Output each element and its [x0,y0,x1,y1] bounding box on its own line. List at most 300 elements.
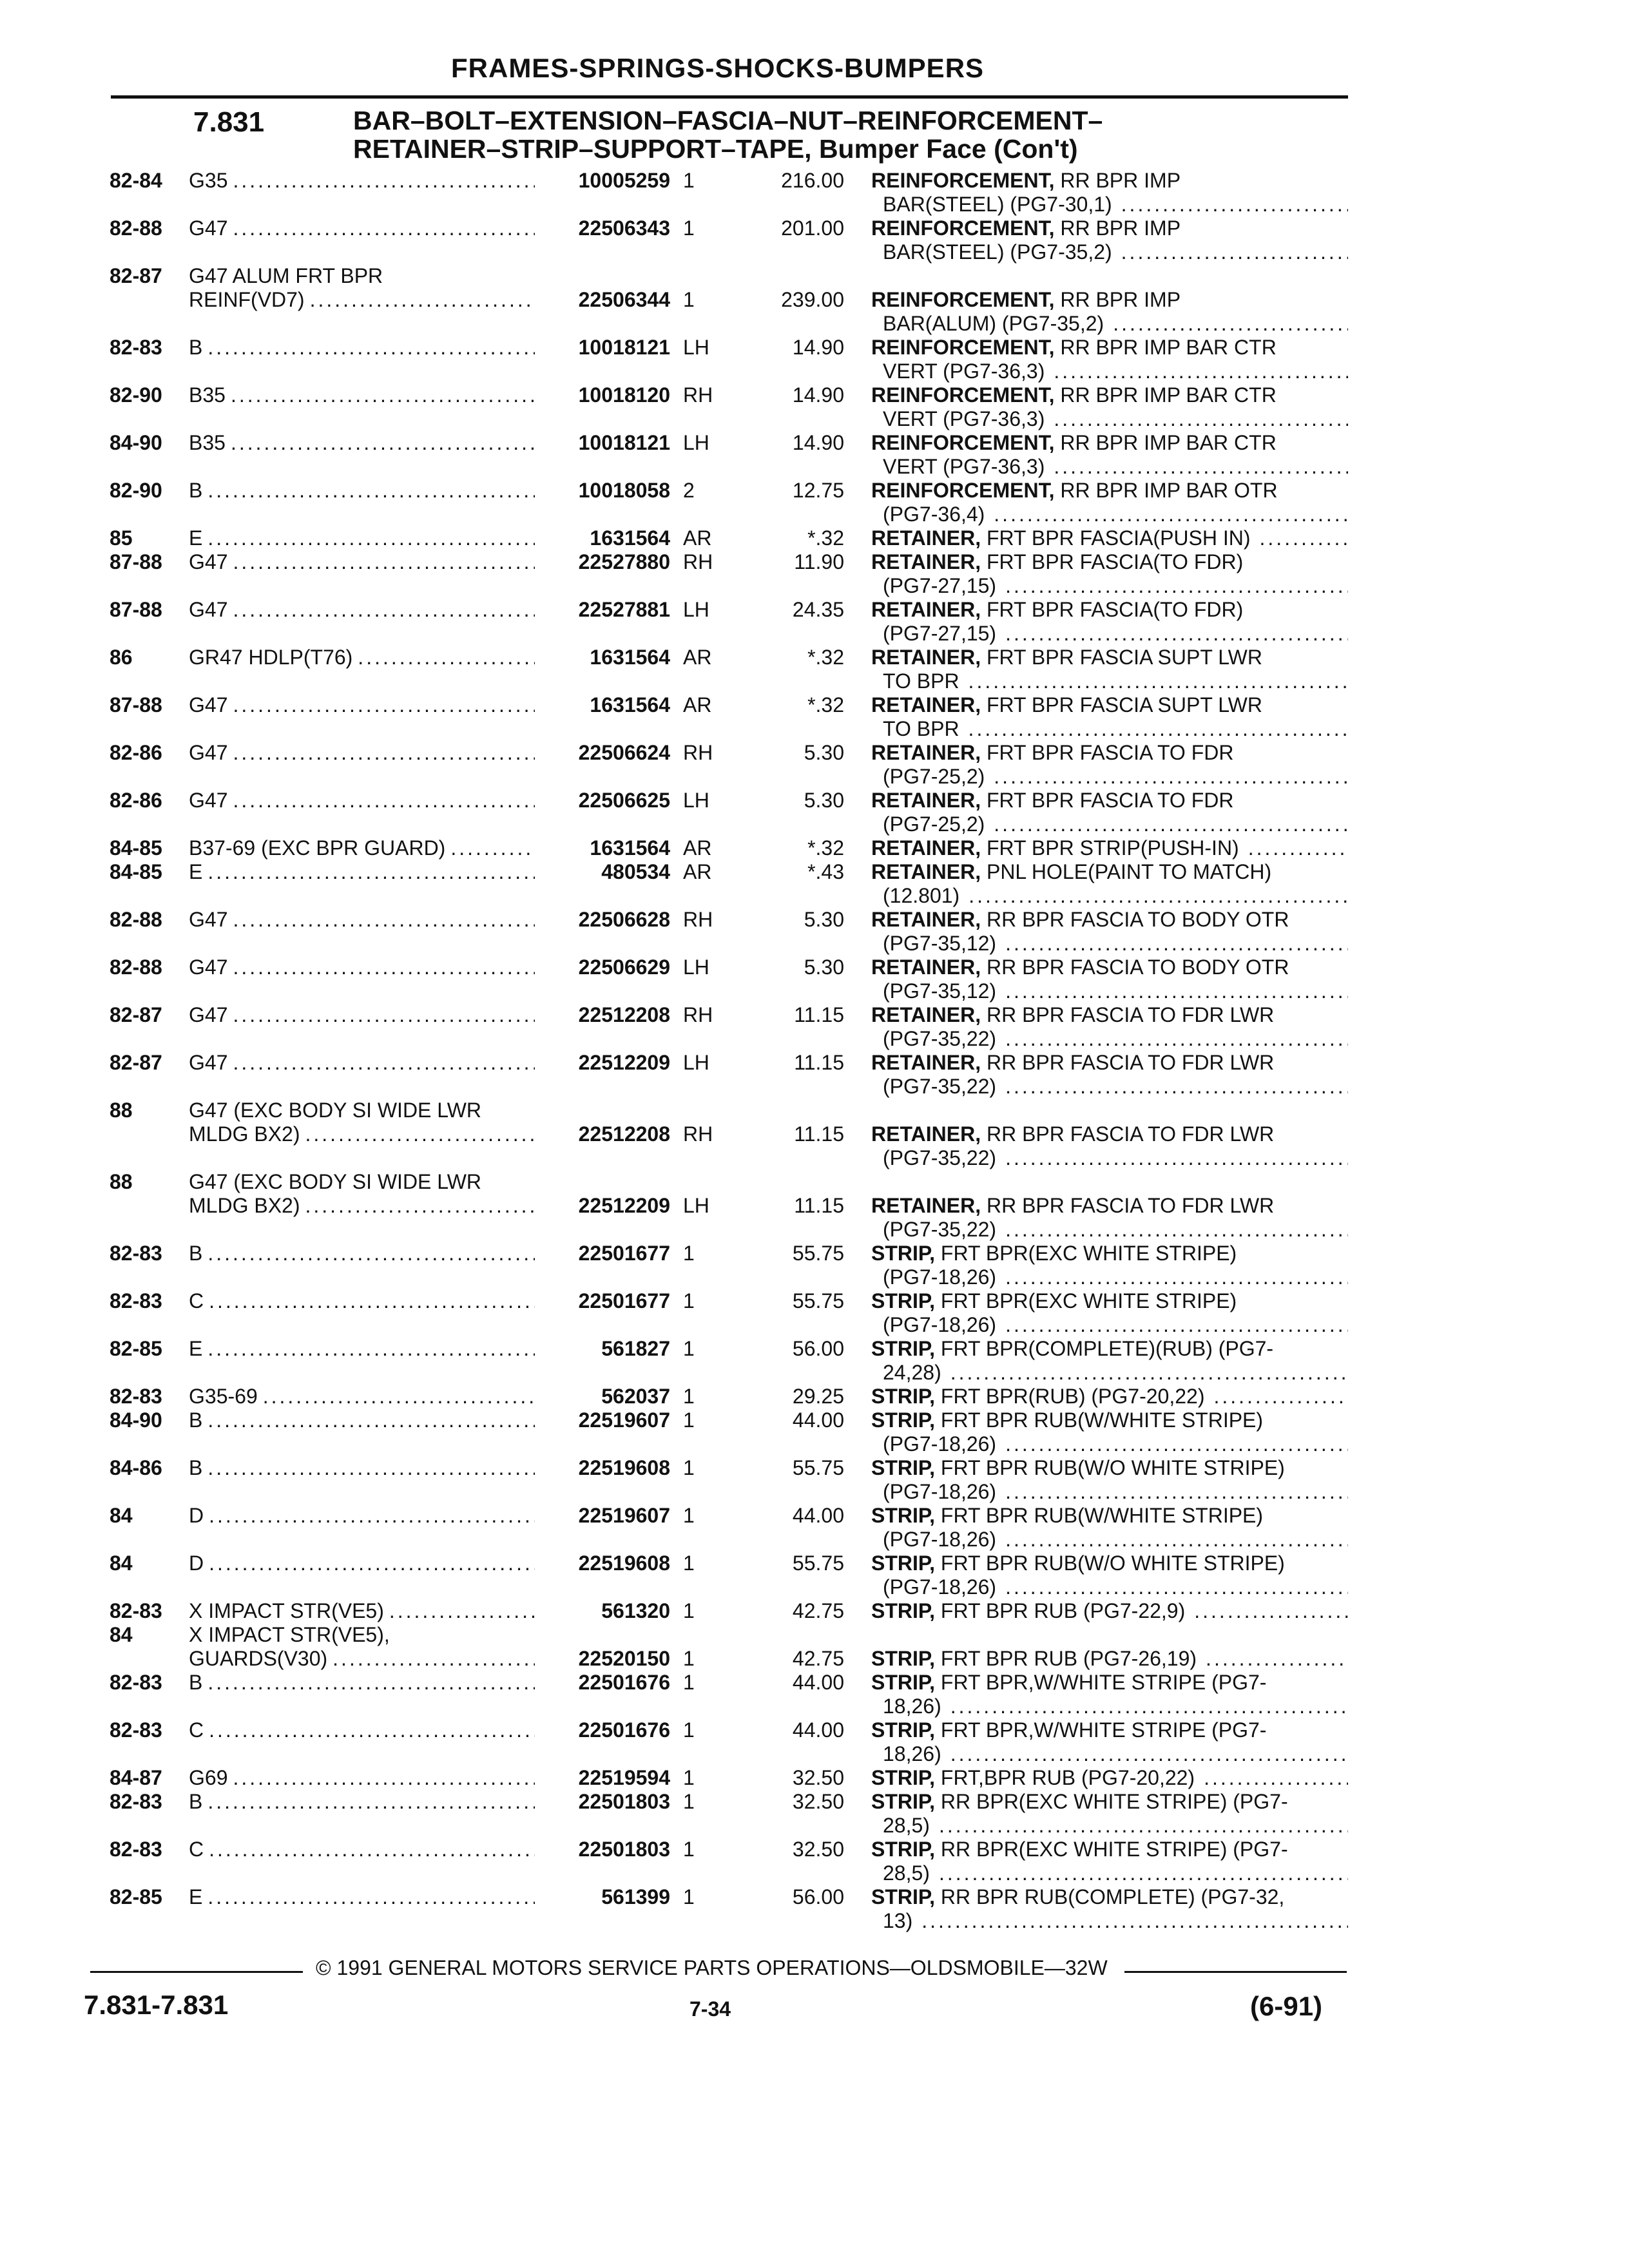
part-number: 22519594 [578,1766,670,1789]
footer-section-range: 7.831-7.831 [84,1990,229,2020]
price: 5.30 [804,741,844,764]
section-title [353,106,1103,163]
description-detail: (PG7-18,26) [883,1480,997,1503]
application-line [189,169,540,193]
table-row [0,860,1629,908]
description-text [871,669,959,693]
table-row [0,383,1629,431]
dot-leader [233,550,535,574]
description-line [871,1051,1348,1075]
price: 216.00 [781,169,844,192]
application-line [189,693,540,717]
price: 55.75 [792,1456,844,1479]
application-line [189,789,540,812]
application-text: G47 [189,598,228,621]
part-number: 22501677 [578,1289,670,1312]
application [189,550,540,574]
price: 5.30 [804,908,844,931]
price: *.32 [807,526,844,550]
part-number: 22501676 [578,1718,670,1742]
description-text [871,1814,930,1838]
quantity: 1 [683,1599,695,1622]
model-year: 87-88 [110,693,162,716]
description-text [871,1671,1266,1695]
description-line [871,598,1348,622]
description-line [871,1218,1348,1242]
description-line [871,240,1348,264]
description-text [871,884,959,908]
application-text: B [189,336,203,359]
application-line [189,1838,540,1861]
footer-rule-right [1124,1971,1347,1973]
dot-leader [1005,932,1348,956]
application-text: B37-69 (EXC BPR GUARD) [189,836,446,860]
table-row [0,550,1629,598]
description-detail: FRT BPR FASCIA(TO FDR) [986,550,1244,573]
part-number: 22506629 [578,956,670,979]
description-line [871,1504,1348,1528]
part-name: REINFORCEMENT, [871,288,1055,311]
description-text [871,1766,1195,1790]
description-line [871,956,1348,979]
description-text [871,1313,996,1337]
application-text: REINF(VD7) [189,288,305,311]
description-line [871,1885,1348,1909]
description-text [871,1885,1284,1909]
quantity: 1 [683,1552,695,1575]
part-name: STRIP, [871,1408,935,1432]
description-line [871,1361,1348,1385]
dot-leader [207,1790,535,1814]
description-detail: FRT BPR RUB(W/O WHITE STRIPE) [940,1456,1285,1479]
description-text [871,908,1289,932]
table-row [0,1170,1629,1242]
application [189,860,540,884]
part-number: 22519608 [578,1552,670,1575]
application-line [189,598,540,622]
model-year: 82-83 [110,336,162,359]
description-text [871,1242,1237,1265]
part-number: 22506625 [578,789,670,812]
description-detail: FRT BPR RUB(W/WHITE STRIPE) [940,1504,1264,1527]
part-name: RETAINER, [871,789,981,812]
part-name: STRIP, [871,1766,935,1789]
part-number: 561827 [601,1337,670,1360]
part-description [871,1337,1348,1385]
model-year: 84-90 [110,1408,162,1432]
application-line [189,1051,540,1075]
application-line [189,1456,540,1480]
part-description [871,741,1348,789]
quantity: LH [683,1051,709,1074]
description-line [871,1003,1348,1027]
description-line [871,216,1348,240]
price: 5.30 [804,956,844,979]
description-text [871,812,985,836]
price: 11.15 [794,1122,844,1146]
description-line [871,431,1348,455]
part-description [871,1552,1348,1599]
dot-leader [310,288,535,312]
description-line [871,1838,1348,1861]
table-row [0,431,1629,479]
application [189,336,540,360]
table-row [0,956,1629,1003]
part-number: 22512208 [578,1003,670,1026]
quantity: 1 [683,1385,695,1408]
description-detail: (PG7-18,26) [883,1313,997,1336]
application-line [189,1408,540,1432]
description-text [871,932,996,956]
application [189,216,540,240]
part-number: 480534 [601,860,670,883]
description-detail: VERT (PG7-36,3) [883,360,1045,383]
application [189,1671,540,1695]
quantity: 2 [683,479,695,502]
table-row [0,1552,1629,1599]
description-line [871,1528,1348,1552]
description-line [871,312,1348,336]
description-detail: (PG7-35,22) [883,1075,997,1098]
part-name: RETAINER, [871,693,981,716]
part-description [871,1194,1348,1242]
dot-leader [1248,836,1348,860]
description-line [871,288,1348,312]
description-detail: 18,26) [883,1742,941,1765]
part-description [871,526,1348,550]
page-heading: FRAMES-SPRINGS-SHOCKS-BUMPERS [451,53,985,83]
part-number: 22501803 [578,1838,670,1861]
application-text: G35 [189,169,228,192]
description-detail: (PG7-18,26) [883,1432,997,1456]
description-line [871,1194,1348,1218]
table-row [0,1599,1629,1623]
description-text [871,336,1277,360]
description-text [871,312,1104,336]
application [189,1337,540,1361]
price: 55.75 [792,1552,844,1575]
application-line [189,1885,540,1909]
description-line [871,1456,1348,1480]
quantity: 1 [683,1671,695,1694]
part-name: REINFORCEMENT, [871,431,1055,454]
dot-leader [969,884,1348,908]
price: 44.00 [792,1504,844,1527]
quantity: 1 [683,1504,695,1527]
quantity: 1 [683,216,695,240]
table-row [0,598,1629,646]
price: 14.90 [792,336,844,359]
model-year: 84-85 [110,836,162,860]
dot-leader [1260,526,1348,550]
price: 11.15 [794,1003,844,1026]
dot-leader [233,908,535,932]
description-text [871,193,1112,216]
quantity: RH [683,908,713,931]
part-description [871,956,1348,1003]
table-row [0,1289,1629,1337]
model-year: 86 [110,646,133,669]
application-text: G47 [189,693,228,716]
footer-rule-left [90,1971,303,1973]
description-text [871,216,1181,240]
part-number: 22501803 [578,1790,670,1813]
part-description [871,216,1348,264]
description-text [871,836,1239,860]
description-line [871,622,1348,646]
table-row [0,1838,1629,1885]
dot-leader [263,1385,535,1408]
price: 42.75 [792,1599,844,1622]
model-year: 82-83 [110,1671,162,1694]
price: 11.15 [794,1194,844,1217]
application-line [189,1718,540,1742]
description-text [871,1385,1204,1408]
dot-leader [207,479,535,503]
price: 32.50 [792,1838,844,1861]
part-name: RETAINER, [871,741,981,764]
application [189,1766,540,1790]
description-text [871,1432,996,1456]
price: *.32 [807,836,844,860]
description-line [871,574,1348,598]
dot-leader [233,741,535,765]
application [189,1623,540,1671]
price: 11.15 [794,1051,844,1074]
description-detail: FRT BPR FASCIA SUPT LWR [986,693,1262,716]
price: 55.75 [792,1242,844,1265]
description-line [871,503,1348,526]
application [189,526,540,550]
table-row [0,216,1629,264]
dot-leader [233,956,535,979]
application-text: G47 [189,956,228,979]
description-text [871,693,1262,717]
application-line [189,1790,540,1814]
dot-leader [950,1361,1348,1385]
model-year: 84-87 [110,1766,162,1789]
quantity: 1 [683,1289,695,1312]
model-year: 82-90 [110,383,162,407]
part-description [871,288,1348,336]
application [189,1790,540,1814]
dot-leader [1005,1432,1348,1456]
quantity: 1 [683,1838,695,1861]
part-number: 10018120 [578,383,670,407]
quantity: AR [683,836,712,860]
description-line [871,1861,1348,1885]
description-detail: FRT BPR STRIP(PUSH-IN) [986,836,1239,860]
application [189,1885,540,1909]
description-detail: 28,5) [883,1861,930,1885]
application-text: B [189,479,203,502]
application-line [189,741,540,765]
description-detail: RR BPR FASCIA TO FDR LWR [986,1003,1275,1026]
application-text: G47 (EXC BODY SI WIDE LWR [189,1170,482,1193]
description-text [871,1408,1263,1432]
description-line [871,1265,1348,1289]
description-detail: TO BPR [883,669,959,693]
application-text: B [189,1671,203,1694]
part-number: 22519607 [578,1504,670,1527]
description-line [871,479,1348,503]
application-line [189,860,540,884]
part-name: STRIP, [871,1456,935,1479]
dot-leader [207,526,535,550]
model-year: 84 [110,1504,133,1527]
description-line [871,765,1348,789]
application-text: C [189,1718,204,1742]
description-detail: FRT BPR RUB (PG7-26,19) [940,1647,1197,1670]
description-detail: (PG7-35,22) [883,1218,997,1241]
description-line [871,789,1348,812]
description-text [871,1361,941,1385]
application-line [189,1647,540,1671]
table-row [0,1885,1629,1933]
table-row [0,1790,1629,1838]
description-text [871,1027,996,1051]
description-detail: RR BPR FASCIA TO BODY OTR [986,956,1289,979]
part-number: 22527880 [578,550,670,573]
application-line [189,1623,540,1647]
description-line [871,550,1348,574]
description-detail: RR BPR IMP BAR CTR [1060,431,1277,454]
table-row [0,1408,1629,1456]
table-row [0,908,1629,956]
description-detail: VERT (PG7-36,3) [883,455,1045,478]
description-line [871,932,1348,956]
description-line [871,1552,1348,1575]
part-description [871,598,1348,646]
description-text [871,431,1277,455]
part-name: RETAINER, [871,860,981,883]
price: 44.00 [792,1408,844,1432]
part-description [871,1242,1348,1289]
application-line [189,1242,540,1265]
part-name: STRIP, [871,1599,935,1622]
application-text: B [189,1408,203,1432]
price: 11.90 [794,550,844,573]
table-row [0,1456,1629,1504]
description-text [871,646,1262,669]
table-row [0,526,1629,550]
dot-leader [969,717,1348,741]
description-text [871,503,985,526]
table-row [0,336,1629,383]
part-description [871,1051,1348,1099]
quantity: 1 [683,1766,695,1789]
part-name: STRIP, [871,1552,935,1575]
description-line [871,860,1348,884]
part-description [871,836,1348,860]
model-year: 82-85 [110,1337,162,1360]
application-text: MLDG BX2) [189,1122,300,1146]
part-description [871,1647,1348,1671]
table-row [0,479,1629,526]
dot-leader [1121,240,1348,264]
price: 239.00 [781,288,844,311]
application-text: G47 ALUM FRT BPR [189,264,383,287]
footer-date-code: (6-91) [1250,1991,1323,2021]
dot-leader [231,383,535,407]
model-year: 82-88 [110,956,162,979]
description-detail: BAR(STEEL) (PG7-35,2) [883,240,1112,264]
application-text: E [189,860,203,883]
description-detail: (PG7-25,2) [883,765,985,788]
part-description [871,383,1348,431]
dot-leader [233,1003,535,1027]
part-name: STRIP, [871,1337,935,1360]
application-line [189,288,540,312]
description-text [871,1194,1274,1218]
dot-leader [209,1289,535,1313]
dot-leader [1113,312,1348,336]
part-name: RETAINER, [871,836,981,860]
application [189,1003,540,1027]
description-text [871,407,1045,431]
dot-leader [333,1647,535,1671]
part-description [871,860,1348,908]
description-text [871,383,1277,407]
application [189,1552,540,1575]
description-detail: FRT,BPR RUB (PG7-20,22) [940,1766,1195,1789]
price: 14.90 [792,383,844,407]
description-text [871,288,1181,312]
part-number: 22520150 [578,1647,670,1670]
description-line [871,1075,1348,1099]
price: 44.00 [792,1718,844,1742]
table-row [0,1337,1629,1385]
price: 29.25 [792,1385,844,1408]
dot-leader [1194,1599,1348,1623]
part-description [871,1766,1348,1790]
description-text [871,979,996,1003]
quantity: 1 [683,288,695,311]
description-detail: VERT (PG7-36,3) [883,407,1045,430]
description-text [871,1075,996,1099]
application-line [189,1337,540,1361]
description-line [871,1146,1348,1170]
description-line [871,1790,1348,1814]
application-text: MLDG BX2) [189,1194,300,1217]
application-line [189,646,540,669]
application-text: G47 (EXC BODY SI WIDE LWR [189,1099,482,1122]
part-number: 22506624 [578,741,670,764]
description-text [871,741,1233,765]
dot-leader [921,1909,1348,1933]
dot-leader [233,598,535,622]
description-text [871,598,1243,622]
description-detail: RR BPR(EXC WHITE STRIPE) (PG7- [940,1838,1288,1861]
dot-leader [207,1408,535,1432]
description-line [871,1814,1348,1838]
description-detail: 18,26) [883,1695,941,1718]
part-name: STRIP, [871,1385,935,1408]
description-line [871,360,1348,383]
model-year: 82-90 [110,479,162,502]
dot-leader [1005,1027,1348,1051]
application-line [189,1170,540,1194]
part-number: 22506343 [578,216,670,240]
dot-leader [939,1814,1348,1838]
table-row [0,1766,1629,1790]
part-name: REINFORCEMENT, [871,479,1055,502]
application [189,1408,540,1432]
application-text: E [189,1885,203,1908]
model-year: 84-90 [110,431,162,454]
price: 32.50 [792,1766,844,1789]
application [189,264,540,312]
